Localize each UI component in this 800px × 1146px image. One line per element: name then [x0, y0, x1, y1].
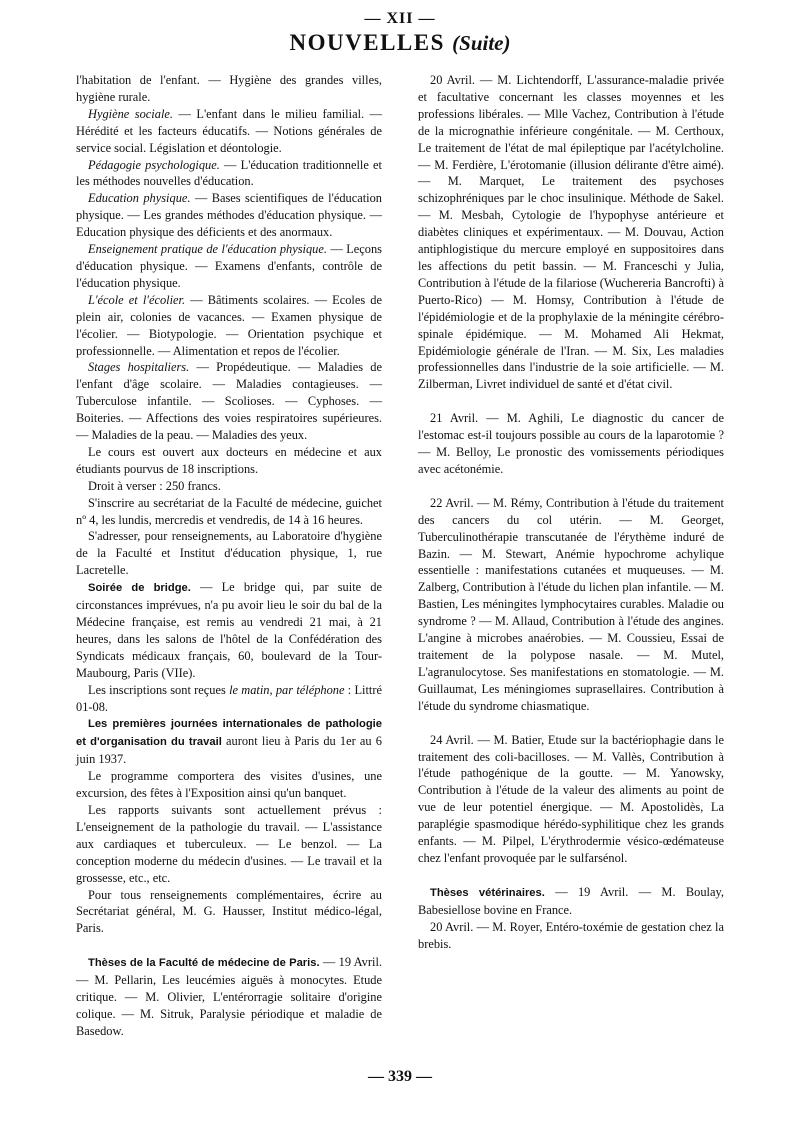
paragraph-text: — 19 Avril. — M. Boulay, Babesiellose bovine en France.: [418, 884, 724, 917]
paragraph: [418, 72, 724, 393]
paragraph-label: Hygiène sociale.: [88, 106, 173, 121]
paragraph: [76, 495, 382, 529]
paragraph: [418, 884, 724, 919]
paragraph: [76, 292, 382, 360]
paragraph-text: Le programme comportera des visites d'usines, une excursion, des fêtes à l'Exposition ainsi qu'un banquet.: [76, 769, 382, 801]
paragraph: [76, 190, 382, 241]
paragraph-heading: Thèses de la Faculté de médecine de Paris.: [88, 957, 320, 970]
paragraph-text: Les inscriptions sont reçues: [88, 682, 230, 697]
paragraph-text: — Bâtiments scolaires. — Ecoles de plein air, colonies de vacances. — Examen physique de l'écolier. — Biotypologie. — Orientation psychique et professionnelle. — Alimentation et repos de l'écolier.: [76, 292, 382, 358]
paragraph: [76, 157, 382, 191]
paragraph: [418, 919, 724, 953]
paragraph-text: — Le bridge qui, par suite de circonstances imprévues, n'a pu avoir lieu le soir du bal de la Médecine française, est remis au vendredi 21 mai, à 21 heures, dans les salons de l'hôtel de la Confédération des Syndicats médicaux français, 60, boulevard de la Tour-Maubourg, Paris (VIIe).: [76, 580, 382, 680]
paragraph: [418, 495, 724, 715]
section-title-main: NOUVELLES: [289, 30, 445, 55]
paragraph: [76, 444, 382, 478]
paragraph-gap: [418, 867, 724, 884]
paragraph-text: S'adresser, pour renseignements, au Laboratoire d'hygiène de la Faculté et Institut d'éducation physique, 1, rue Lacretelle.: [76, 529, 382, 578]
paragraph-text: auront lieu à Paris du 1er au 6 juin 1937.: [76, 734, 382, 767]
paragraph-text: — L'enfant dans le milieu familial. — Hérédité et les facteurs éducatifs. — Notions générales de service social. Législation et déontologie.: [76, 106, 382, 155]
paragraph: [76, 768, 382, 802]
paragraph-gap: [418, 393, 724, 410]
paragraph-text: — Leçons d'éducation physique. — Examens d'enfants, contrôle de l'éducation physique.: [76, 242, 382, 290]
paragraph-text: S'inscrire au secrétariat de la Faculté de médecine, guichet nº 4, les lundis, mercredis et vendredis, de 14 à 16 heures.: [76, 495, 382, 527]
page-header: [0, 10, 800, 56]
paragraph-label: Enseignement pratique de l'éducation physique.: [88, 242, 327, 257]
paragraph: [76, 241, 382, 292]
paragraph-text: 24 Avril. — M. Batier, Etude sur la bactériophagie dans le traitement des coli-bacilloses. — M. Vallès, Contribution à l'étude pathogénique de la goutte. — M. Yanowsky, Contribution à l'étude de la valeur des aliments au point de vue de leur potentiel énergique. — M. Apostolidès, La paraplégie spasmodique hérédo-syphilitique chez les grands enfants. — M. Pilpel, L'érythrodermie vésico-œdémateuse chez l'enfant provoquée par le sulfarsénol.: [418, 732, 724, 865]
right-column: [418, 72, 724, 953]
paragraph-gap: [418, 478, 724, 495]
paragraph-text: 21 Avril. — M. Aghili, Le diagnostic du cancer de l'estomac est-il toujours possible au cours de la laparotomie ? — M. Belloy, Le pronostic des vomissements périodiques avec acétonémie.: [418, 411, 724, 476]
page-roman-number: — XII —: [364, 10, 436, 27]
page-number: — 339 —: [368, 1068, 432, 1085]
paragraph-text: Pour tous renseignements complémentaires, écrire au Secrétariat général, M. G. Hausser, Institut médico-légal, Paris.: [76, 887, 382, 936]
paragraph: [76, 715, 382, 768]
paragraph: [76, 887, 382, 938]
paragraph-text: 20 Avril. — M. Royer, Entéro-toxémie de gestation chez la brebis.: [418, 919, 724, 951]
paragraph: [418, 410, 724, 478]
paragraph-text: Les rapports suivants sont actuellement prévus : L'enseignement de la pathologie du travail. — L'assistance aux cardiaques et tuberculeux. — Le benzol. — La conception moderne du médecin d'usines. — Le travail et la grossesse, etc., etc.: [76, 802, 382, 885]
paragraph-text: Le cours est ouvert aux docteurs en médecine et aux étudiants pourvus de 18 inscriptions.: [76, 444, 382, 476]
paragraph-text: : Littré 01-08.: [76, 682, 382, 714]
section-title-suite: (Suite): [452, 31, 511, 55]
section-title: [0, 30, 800, 56]
paragraph-label: Stages hospitaliers.: [88, 360, 190, 375]
paragraph: [418, 732, 724, 867]
paragraph-text: Droit à verser : 250 francs.: [88, 478, 221, 493]
paragraph-heading: Les premières journées internationales de pathologie et d'organisation du travail: [76, 718, 382, 749]
paragraph-emphasis: le matin, par téléphone: [229, 682, 345, 697]
paragraph-label: L'école et l'écolier.: [88, 292, 186, 307]
paragraph: [76, 106, 382, 157]
paragraph-text: — Bases scientifiques de l'éducation physique. — Les grandes méthodes d'éducation physique. — Education physique des déficients et des anormaux.: [76, 191, 382, 240]
left-column: [76, 72, 382, 1040]
paragraph-text: 20 Avril. — M. Lichtendorff, L'assurance-maladie privée et facultative concernant les classes moyennes et les professions libérales. — Mlle Vachez, Contribution à l'étude de la micrognathie inférieure congénitale. — M. Certhoux, Le traitement de l'état de mal épileptique par l'acétylcholine. — M. Ferdière, L'érotomanie (illusion délirante d'être aimé). — M. Marquet, Le traitement des psychoses schizophréniques par le choc insulinique. Méthode de Sakel. — M. Mesbah, Cytologie de l'hypophyse antérieure et diabètes cliniques et expérimentaux. — M. Douvau, Action antiphlogistique du mercure employé en suppositoires dans les affections du petit bassin. — M. Franceschi y Julia, Contribution à l'étude de la filariose (Wuchereria Bancrofti) à Puerto-Rico) — M. Homsy, Contribution à l'étude de l'épidémiologie et de la prophylaxie de la méningite cérébro-spinale épidémique. — M. Mohamed Ali Hekmat, Epidémiologie générale de l'Iran. — M. Six, Les maladies professionnelles dans l'industrie de la soie artificielle. — M. Zilberman, Livret individuel de santé et d'état civil.: [418, 73, 724, 392]
paragraph-gap: [76, 937, 382, 954]
paragraph: [76, 682, 382, 716]
paragraph-gap: [418, 715, 724, 732]
paragraph-label: Pédagogie psychologique.: [88, 157, 220, 172]
paragraph-label: Education physique.: [88, 191, 191, 206]
paragraph-text: — Propédeutique. — Maladies de l'enfant d'âge scolaire. — Maladies contagieuses. — Tuberculose infantile. — Scolioses. — Cyphoses. — Boiteries. — Affections des voies respiratoires supérieures. — Maladies de la peau. — Maladies des yeux.: [76, 360, 383, 443]
paragraph: [76, 478, 382, 495]
paragraph-text: 22 Avril. — M. Rémy, Contribution à l'étude du traitement des cancers du col utérin. — M. Georget, Tuberculinothérapie transcutanée de l'érythème induré de Bazin. — M. Stewart, Anémie hypochrome achylique essentielle : manifestations cutanées et muqueuses. — M. Zalberg, Contribution à l'étude du lichen plan infantile. — M. Bastien, Les méningites lymphocytaires curables. Maladie ou syndrome ? — M. Allaud, Contribution à l'étude des angines. L'angine à microbes anaérobies. — M. Coussieu, Essai de traitement de la polypose nasale. — M. Mutel, L'agranulocytose. Ses manifestations en stomatologie. — M. Guillaumat, Les méningiomes suprasellaires. Contribution à l'étude du syndrome chiasmatique.: [418, 495, 724, 713]
paragraph: [76, 579, 382, 681]
paragraph: [76, 72, 382, 106]
paragraph-heading: Soirée de bridge.: [88, 582, 191, 595]
paragraph-text: — 19 Avril. — M. Pellarin, Les leucémies aiguës à monocytes. Etude critique. — M. Olivier, L'entérorragie solitaire d'origine colique. — M. Sitruk, Paralysie périodique et maladie de Basedow.: [76, 955, 382, 1038]
paragraph: [76, 954, 382, 1040]
paragraph: [76, 802, 382, 887]
paragraph-text: l'habitation de l'enfant. — Hygiène des grandes villes, hygiène rurale.: [76, 73, 382, 104]
paragraph-heading: Thèses vétérinaires.: [430, 886, 545, 899]
paragraph: [76, 528, 382, 579]
paragraph: [76, 359, 382, 444]
paragraph-text: — L'éducation traditionnelle et les méthodes nouvelles d'éducation.: [76, 157, 382, 189]
